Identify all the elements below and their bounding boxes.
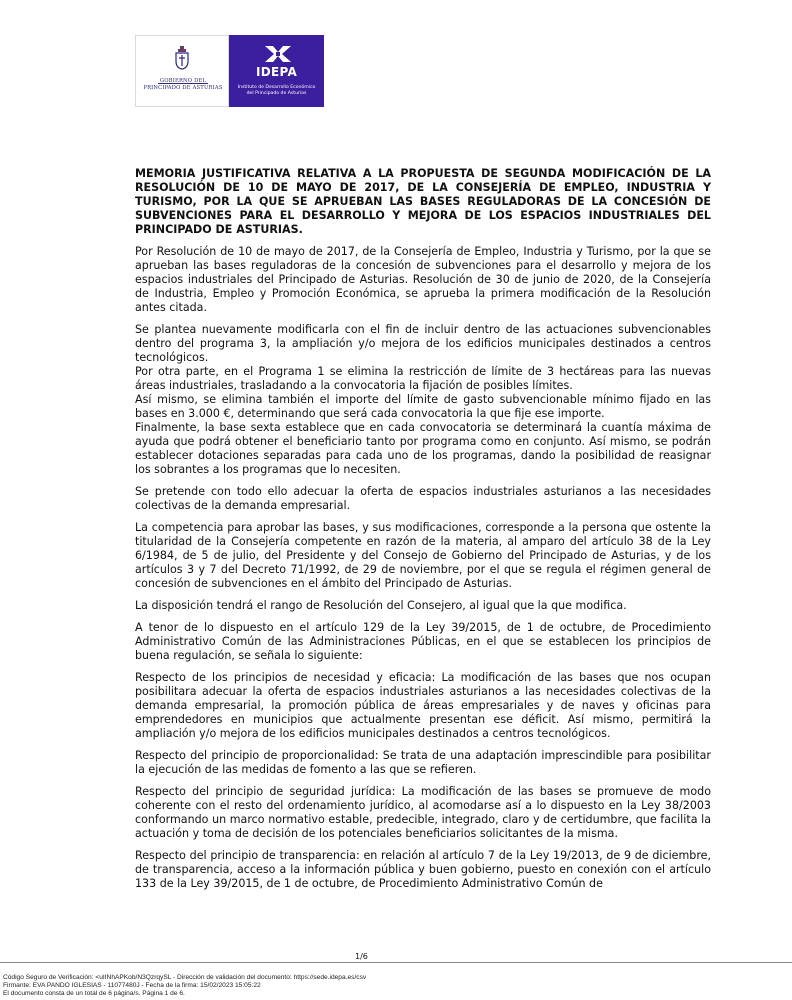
document-body <box>135 167 711 899</box>
idepa-subtitle-line1: Instituto de Desarrollo Económico <box>237 85 316 90</box>
paragraph-base-sexta: Finalmente, la base sexta establece que en cada convocatoria se determinará la cuantía máxima de ayuda que podrá obtener el beneficiario tanto por programa como en conjunto. Así mismo, se podrán establecer dotaciones separadas para cada uno de los programas, dando la posibilidad de reasignar los sobrantes a los programas que lo necesiten. <box>135 421 711 476</box>
gobierno-line2: PRINCIPADO DE ASTURIAS <box>143 85 223 91</box>
idepa-subtitle-line2: del Principado de Asturias <box>246 91 307 96</box>
page-number: 1/6 <box>355 952 368 961</box>
idepa-logo <box>229 35 324 107</box>
footer-pages-line: El documento consta de un total de 6 página/s. Página 1 de 6. <box>3 990 185 998</box>
paragraph-transparencia: Respecto del principio de transparencia: en relación al artículo 7 de la Ley 19/2013, de 9 de diciembre, de transparencia, acceso a la información pública y buen gobierno, puesto en conexión con el artículo 133 de la Ley 39/2015, de 1 de octubre, de Procedimiento Administrativo Común de <box>135 849 711 890</box>
paragraph-proporcionalidad: Respecto del principio de proporcionalidad: Se trata de una adaptación imprescindible para posibilitar la ejecución de las medidas de fomento a las que se refieren. <box>135 749 711 776</box>
paragraph-rango: La disposición tendrá el rango de Resolución del Consejero, al igual que la que modifica. <box>135 599 627 612</box>
paragraph-ley-39-2015: A tenor de lo dispuesto en el artículo 129 de la Ley 39/2015, de 1 de octubre, de Procedimiento Administrativo Común de las Administraciones Públicas, en el que se establecen los principios de buena regulación, se señala lo siguiente: <box>135 621 711 662</box>
document-title: MEMORIA JUSTIFICATIVA RELATIVA A LA PROPUESTA DE SEGUNDA MODIFICACIÓN DE LA RESOLUCIÓN DE 10 DE MAYO DE 2017, DE LA CONSEJERÍA DE EMPLEO, INDUSTRIA Y TURISMO, POR LA QUE SE APRUEBAN LAS BASES REGULADORAS DE LA CONCESIÓN DE SUBVENCIONES PARA EL DESARROLLO Y MEJORA DE LOS ESPACIOS INDUSTRIALES DEL PRINCIPADO DE ASTURIAS. <box>135 167 711 236</box>
paragraph-modification: Se plantea nuevamente modificarla con el fin de incluir dentro de las actuaciones subvencionables dentro del programa 3, la ampliación y/o mejora de los edificios municipales destinados a centros tecnológicos. <box>135 323 711 364</box>
coat-of-arms-icon <box>174 46 190 70</box>
footer-csv-line: Código Seguro de Verificación: <uIINhAPKob/N3QzrqySL - Dirección de validación del documento: https://sede.idepa.es/csv <box>3 974 367 981</box>
paragraph-intro: Por Resolución de 10 de mayo de 2017, de la Consejería de Empleo, Industria y Turismo, por la que se aprueban las bases reguladoras de la concesión de subvenciones para el desarrollo y mejora de los espacios industriales del Principado de Asturias. Resolución de 30 de junio de 2020, de la Consejería de Industria, Empleo y Promoción Económica, se aprueba la primera modificación de la Resolución antes citada. <box>135 245 711 314</box>
idepa-name: IDEPA <box>255 65 298 79</box>
gobierno-asturias-logo <box>135 35 229 107</box>
footer-signer-line: Firmante: EVA PANDO IGLESIAS - 11077480J - Fecha de la firma: 15/02/2023 15:05:22 <box>3 982 261 990</box>
paragraph-objetivo: Se pretende con todo ello adecuar la oferta de espacios industriales asturianos a las necesidades colectivas de la demanda empresarial. <box>135 485 711 512</box>
signature-footer <box>3 974 366 999</box>
footer-divider <box>0 962 792 963</box>
logo-rule <box>158 83 208 84</box>
paragraph-limite-gasto: Así mismo, se elimina también el importe del límite de gasto subvencionable mínimo fijado en las bases en 3.000 €, determinando que será cada convocatoria la que fije ese importe. <box>135 393 711 420</box>
paragraph-necesidad-eficacia: Respecto de los principios de necesidad y eficacia: La modificación de las bases que nos ocupan posibilitara adecuar la oferta de espacios industriales asturianos a las necesidades colectivas de la demanda empresarial, la promoción pública de áreas empresariales y de naves y oficinas para emprendedores en municipios que actualmente presentan ese déficit. Así mismo, permitirá la ampliación y/o mejora de los edificios municipales destinados a centros tecnológicos. <box>135 671 711 740</box>
gobierno-line1: GOBIERNO DEL <box>159 78 207 84</box>
idepa-emblem-icon <box>263 44 293 64</box>
paragraph-seguridad-juridica: Respecto del principio de seguridad jurídica: La modificación de las bases se promueve de modo coherente con el resto del ordenamiento jurídico, al acomodarse así a lo dispuesto en la Ley 38/2003 conformando un marco normativo estable, predecible, integrado, claro y de certidumbre, que facilita la actuación y toma de decisión de los potenciales beneficiarios solicitantes de la misma. <box>135 785 711 840</box>
paragraph-programa-1: Por otra parte, en el Programa 1 se elimina la restricción de límite de 3 hectáreas para las nuevas áreas industriales, trasladando a la convocatoria la fijación de posibles límites. <box>135 365 711 392</box>
paragraph-competencia: La competencia para aprobar las bases, y sus modificaciones, corresponde a la persona que ostente la titularidad de la Consejería competente en razón de la materia, al amparo del artículo 38 de la Ley 6/1984, de 5 de julio, del Presidente y del Consejo de Gobierno del Principado de Asturias, y de los artículos 3 y 7 del Decreto 71/1992, de 29 de noviembre, por el que se regula el régimen general de concesión de subvenciones en el ámbito del Principado de Asturias. <box>135 521 711 590</box>
